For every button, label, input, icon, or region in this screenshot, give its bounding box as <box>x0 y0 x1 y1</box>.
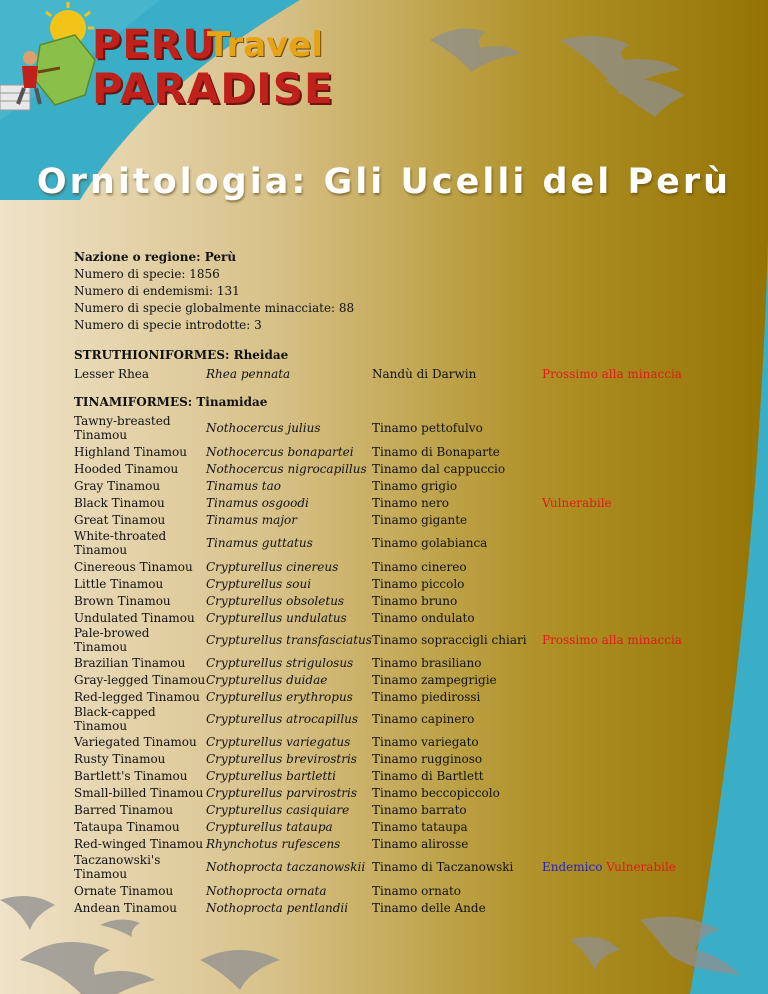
scientific-name: Nothocercus julius <box>206 421 321 435</box>
species-count: Numero di specie: 1856 <box>74 267 220 281</box>
italian-name: Tinamo rugginoso <box>372 751 483 766</box>
conservation-status <box>542 443 702 460</box>
conservation-status <box>542 477 702 494</box>
scientific-name: Crypturellus undulatus <box>206 610 347 625</box>
scientific-name: Tinamus tao <box>206 478 282 493</box>
conservation-status <box>542 365 702 382</box>
italian-name: Tinamo nero <box>372 495 449 510</box>
threat-status: Vulnerabile <box>606 860 676 874</box>
species-row <box>74 626 702 654</box>
conservation-status <box>542 784 702 801</box>
species-row <box>74 835 702 852</box>
italian-name: Tinamo alirosse <box>372 836 469 851</box>
conservation-status <box>542 592 702 609</box>
section-heading: TINAMIFORMES: Tinamidae <box>74 395 268 409</box>
italian-name: Tinamo capinero <box>372 712 475 726</box>
scientific-name: Nothoprocta pentlandii <box>206 900 349 915</box>
english-name: Pale-browed Tinamou <box>74 626 150 654</box>
conservation-status <box>542 852 702 882</box>
english-name: Lesser Rhea <box>74 366 150 381</box>
species-row <box>74 365 702 382</box>
scientific-name: Crypturellus bartletti <box>206 768 336 783</box>
species-row <box>74 511 702 528</box>
english-name: Gray-legged Tinamou <box>74 672 206 687</box>
italian-name: Tinamo sopraccigli chiari <box>372 633 527 647</box>
conservation-status <box>542 733 702 750</box>
species-row <box>74 654 702 671</box>
logo-word-travel: Travel <box>207 25 324 65</box>
english-name: Taczanowski's Tinamou <box>74 853 161 881</box>
italian-name: Tinamo dal cappuccio <box>372 461 506 476</box>
english-name: Small-billed Tinamou <box>74 785 204 800</box>
scientific-name: Crypturellus casiquiare <box>206 802 350 817</box>
species-row <box>74 767 702 784</box>
english-name: Bartlett's Tinamou <box>74 768 188 783</box>
english-name: Brown Tinamou <box>74 593 171 608</box>
scientific-name: Crypturellus atrocapillus <box>206 712 359 726</box>
scientific-name: Rhynchotus rufescens <box>206 836 341 851</box>
italian-name: Tinamo di Taczanowski <box>372 860 514 874</box>
section-heading: STRUTHIONIFORMES: Rheidae <box>74 348 289 362</box>
logo-word-paradise: PARADISE <box>92 64 334 113</box>
conservation-status <box>542 558 702 575</box>
logo-emblem-icon <box>0 0 100 115</box>
italian-name: Tinamo barrato <box>372 802 467 817</box>
conservation-status <box>542 750 702 767</box>
region-summary <box>74 249 354 334</box>
english-name: Andean Tinamou <box>74 900 177 915</box>
scientific-name: Crypturellus transfasciatus <box>206 633 372 647</box>
english-name: Gray Tinamou <box>74 478 161 493</box>
italian-name: Tinamo ornato <box>372 883 462 898</box>
conservation-status <box>542 575 702 592</box>
species-row <box>74 784 702 801</box>
scientific-name: Tinamus guttatus <box>206 536 313 550</box>
english-name: Great Tinamou <box>74 512 166 527</box>
species-table-tinamidae <box>74 413 702 916</box>
english-name: Variegated Tinamou <box>74 734 197 749</box>
scientific-name: Nothoprocta ornata <box>206 883 327 898</box>
english-name: Cinereous Tinamou <box>74 559 193 574</box>
italian-name: Tinamo piccolo <box>372 576 465 591</box>
species-row <box>74 592 702 609</box>
scientific-name: Rhea pennata <box>206 366 291 381</box>
italian-name: Tinamo tataupa <box>372 819 468 834</box>
italian-name: Tinamo cinereo <box>372 559 467 574</box>
italian-name: Tinamo piedirossi <box>372 689 481 704</box>
species-row <box>74 733 702 750</box>
scientific-name: Crypturellus variegatus <box>206 734 351 749</box>
english-name: Rusty Tinamou <box>74 751 166 766</box>
species-row <box>74 899 702 916</box>
scientific-name: Crypturellus strigulosus <box>206 655 354 670</box>
conservation-status <box>542 882 702 899</box>
page-title: Ornitologia: Gli Ucelli del Perù <box>36 162 732 202</box>
threat-status: Vulnerabile <box>542 495 612 510</box>
conservation-status <box>542 494 702 511</box>
conservation-status <box>542 688 702 705</box>
threat-status: Prossimo alla minaccia <box>542 366 682 381</box>
scientific-name: Nothocercus nigrocapillus <box>206 461 367 476</box>
english-name: Brazilian Tinamou <box>74 655 186 670</box>
conservation-status <box>542 609 702 626</box>
conservation-status <box>542 528 702 558</box>
species-row <box>74 688 702 705</box>
endemics-count: Numero di endemismi: 131 <box>74 284 240 298</box>
conservation-status <box>542 818 702 835</box>
english-name: Undulated Tinamou <box>74 610 195 625</box>
scientific-name: Crypturellus obsoletus <box>206 593 345 608</box>
italian-name: Tinamo variegato <box>372 734 479 749</box>
italian-name: Nandù di Darwin <box>372 366 477 381</box>
scientific-name: Crypturellus parvirostris <box>206 785 358 800</box>
threat-status: Prossimo alla minaccia <box>542 633 682 647</box>
scientific-name: Crypturellus tataupa <box>206 819 333 834</box>
conservation-status <box>542 801 702 818</box>
italian-name: Tinamo beccopiccolo <box>372 785 500 800</box>
italian-name: Tinamo grigio <box>372 478 458 493</box>
species-row <box>74 609 702 626</box>
scientific-name: Tinamus major <box>206 512 298 527</box>
species-row <box>74 443 702 460</box>
species-row <box>74 477 702 494</box>
species-row <box>74 671 702 688</box>
italian-name: Tinamo pettofulvo <box>372 421 483 435</box>
conservation-status <box>542 654 702 671</box>
italian-name: Tinamo brasiliano <box>372 655 482 670</box>
conservation-status <box>542 671 702 688</box>
species-table-rheidae <box>74 365 702 382</box>
logo-word-peru: PERU <box>92 22 216 68</box>
conservation-status <box>542 413 702 443</box>
italian-name: Tinamo delle Ande <box>372 900 486 915</box>
species-row <box>74 575 702 592</box>
conservation-status <box>542 899 702 916</box>
english-name: Red-winged Tinamou <box>74 836 204 851</box>
english-name: Little Tinamou <box>74 576 164 591</box>
species-row <box>74 705 702 733</box>
species-row <box>74 750 702 767</box>
conservation-status <box>542 460 702 477</box>
endemic-badge: Endemico <box>542 860 603 874</box>
english-name: Tataupa Tinamou <box>74 819 180 834</box>
conservation-status <box>542 835 702 852</box>
italian-name: Tinamo gigante <box>372 512 468 527</box>
species-row <box>74 413 702 443</box>
conservation-status <box>542 511 702 528</box>
species-row <box>74 460 702 477</box>
english-name: Red-legged Tinamou <box>74 689 200 704</box>
scientific-name: Crypturellus soui <box>206 576 312 591</box>
species-row <box>74 852 702 882</box>
english-name: Barred Tinamou <box>74 802 174 817</box>
conservation-status <box>542 767 702 784</box>
italian-name: Tinamo di Bartlett <box>372 768 484 783</box>
scientific-name: Tinamus osgoodi <box>206 495 309 510</box>
scientific-name: Crypturellus erythropus <box>206 689 353 704</box>
italian-name: Tinamo di Bonaparte <box>372 444 500 459</box>
species-row <box>74 801 702 818</box>
scientific-name: Crypturellus brevirostris <box>206 751 357 766</box>
conservation-status <box>542 626 702 654</box>
conservation-status <box>542 705 702 733</box>
region-name: Nazione o regione: Perù <box>74 250 237 264</box>
english-name: White-throated Tinamou <box>74 529 167 557</box>
threatened-count: Numero di specie globalmente minacciate: 88 <box>74 301 355 315</box>
english-name: Black-capped Tinamou <box>74 705 156 733</box>
scientific-name: Nothocercus bonapartei <box>206 444 354 459</box>
species-row <box>74 882 702 899</box>
species-row <box>74 558 702 575</box>
italian-name: Tinamo zampegrigie <box>372 672 497 687</box>
species-row <box>74 818 702 835</box>
site-logo[interactable] <box>0 0 334 115</box>
english-name: Tawny-breasted Tinamou <box>74 414 171 442</box>
english-name: Highland Tinamou <box>74 444 187 459</box>
scientific-name: Crypturellus duidae <box>206 672 328 687</box>
english-name: Black Tinamou <box>74 495 165 510</box>
introduced-count: Numero di specie introdotte: 3 <box>74 318 262 332</box>
species-row <box>74 494 702 511</box>
scientific-name: Crypturellus cinereus <box>206 559 339 574</box>
species-row <box>74 528 702 558</box>
italian-name: Tinamo golabianca <box>372 536 488 550</box>
english-name: Hooded Tinamou <box>74 461 179 476</box>
italian-name: Tinamo bruno <box>372 593 458 608</box>
italian-name: Tinamo ondulato <box>372 610 475 625</box>
english-name: Ornate Tinamou <box>74 883 174 898</box>
scientific-name: Nothoprocta taczanowskii <box>206 860 366 874</box>
